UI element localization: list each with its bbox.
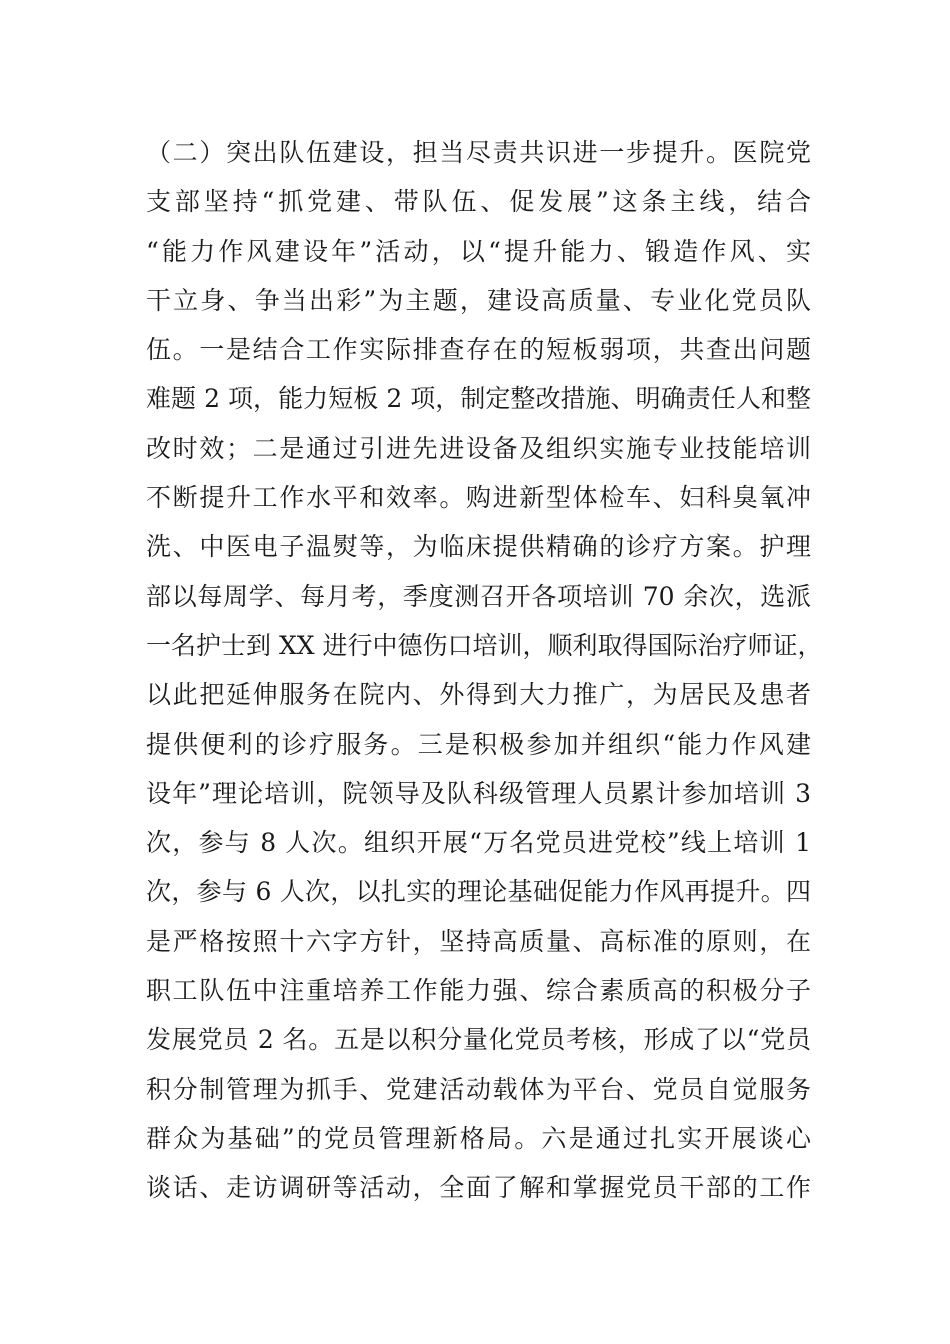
paragraph-line: 难题 2 项，能力短板 2 项，制定整改措施、明确责任人和整 [146,384,811,414]
paragraph-line: 改时效；二是通过引进先进设备及组织实施专业技能培训 [146,433,811,463]
paragraph-line: 以此把延伸服务在院内、外得到大力推广，为居民及患者 [146,680,811,710]
paragraph-line: 积分制管理为抓手、党建活动载体为平台、党员自觉服务 [146,1074,811,1104]
paragraph-line: 是严格按照十六字方针，坚持高质量、高标准的原则，在 [146,926,811,956]
paragraph-line: 提供便利的诊疗服务。三是积极参加并组织“能力作风建 [146,729,811,759]
paragraph-line: 发展党员 2 名。五是以积分量化党员考核，形成了以“党员 [146,1025,811,1055]
paragraph-line: 伍。一是结合工作实际排查存在的短板弱项，共查出问题 [146,335,811,365]
paragraph-line: 设年”理论培训，院领导及队科级管理人员累计参加培训 3 [146,778,811,808]
paragraph-line: 次，参与 6 人次，以扎实的理论基础促能力作风再提升。四 [146,877,811,907]
paragraph-line: 部以每周学、每月考，季度测召开各项培训 70 余次，选派 [146,581,811,611]
paragraph-line: 干立身、争当出彩”为主题，建设高质量、专业化党员队 [146,285,811,315]
paragraph-line: 一名护士到 XX 进行中德伤口培训，顺利取得国际治疗师证， [146,630,823,660]
paragraph-line: 职工队伍中注重培养工作能力强、综合素质高的积极分子 [146,976,811,1006]
paragraph-line: （二）突出队伍建设，担当尽责共识进一步提升。医院党 [146,138,811,167]
paragraph-line: 洗、中医电子温熨等，为临床提供精确的诊疗方案。护理 [146,532,811,562]
paragraph-line: 不断提升工作水平和效率。购进新型体检车、妇科臭氧冲 [146,483,811,513]
paragraph-line: 次，参与 8 人次。组织开展“万名党员进党校”线上培训 1 [146,828,811,858]
paragraph-line: 谈话、走访调研等活动，全面了解和掌握党员干部的工作 [146,1173,811,1203]
body-paragraph [146,128,823,1213]
paragraph-line: 群众为基础”的党员管理新格局。六是通过扎实开展谈心 [146,1123,811,1153]
paragraph-line: 支部坚持“抓党建、带队伍、促发展”这条主线，结合 [146,187,811,217]
paragraph-line: “能力作风建设年”活动，以“提升能力、锻造作风、实 [146,236,811,266]
